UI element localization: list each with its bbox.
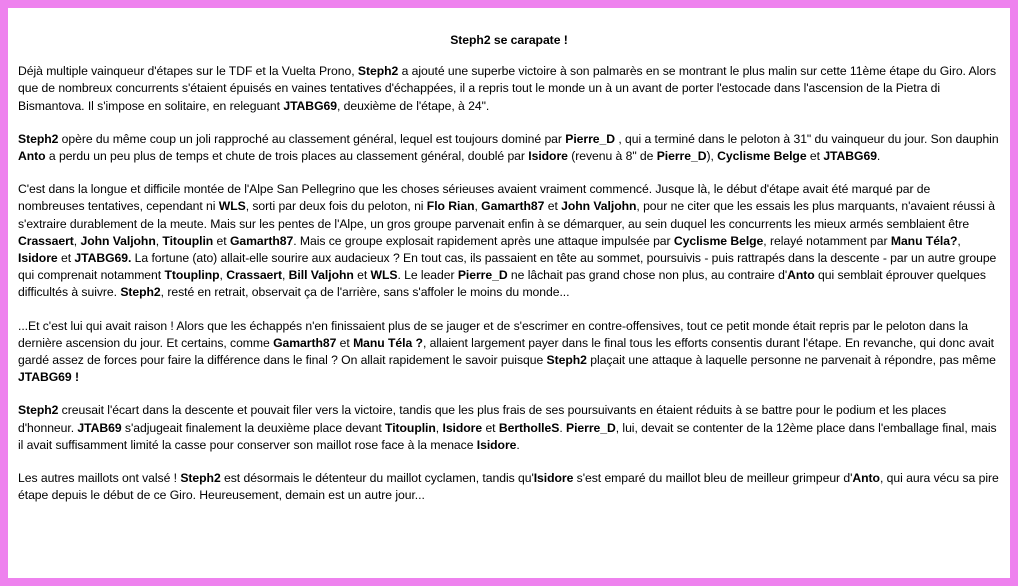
rider-name: Pierre_D bbox=[656, 149, 707, 164]
paragraph-text: . Le leader bbox=[397, 268, 458, 283]
paragraph-text: , bbox=[957, 233, 961, 248]
article-title: Steph2 se carapate ! bbox=[450, 33, 568, 47]
paragraph-text: qui semblait éprouver quelques difficultés à suivre. bbox=[18, 268, 986, 300]
rider-name: Ttouplinp bbox=[164, 268, 220, 283]
article-paragraph bbox=[18, 470, 1000, 504]
rider-name: Pierre_D bbox=[565, 131, 615, 146]
rider-name: WLS bbox=[218, 199, 246, 214]
article-paragraph bbox=[18, 181, 1000, 301]
rider-name: Steph2 bbox=[18, 131, 59, 146]
paragraph-text: , pour ne citer que les essais les plus marquants, n'avaient réussi à s'extraire durablement de la meute. Mais sur les pentes de l'Alpe, un gros groupe parvenait enfin à se démarquer, au sein duquel les concurrents les mieux armés semblaient être bbox=[18, 199, 995, 231]
paragraph-text: , bbox=[281, 268, 289, 283]
rider-name: Steph2 bbox=[180, 471, 221, 486]
rider-name: Crassaert bbox=[18, 233, 74, 248]
rider-name: Titouplin bbox=[162, 233, 214, 248]
paragraph-text: creusait l'écart dans la descente et pouvait filer vers la victoire, tandis que les plus frais de ses poursuivants en étaient réduits à se battre pour le podium et les places d'honneur. bbox=[18, 403, 947, 435]
article-paragraphs bbox=[18, 63, 1000, 504]
paragraph-text: Déjà multiple vainqueur d'étapes sur le TDF et la Vuelta Prono, bbox=[18, 64, 358, 79]
rider-name: Bill Valjohn bbox=[288, 268, 354, 283]
rider-name: Anto bbox=[787, 268, 815, 283]
rider-name: BertholleS bbox=[498, 420, 560, 435]
rider-name: Isidore bbox=[533, 471, 574, 486]
article-paragraph bbox=[18, 63, 1000, 115]
paragraph-text: et bbox=[482, 420, 499, 435]
rider-name: WLS bbox=[370, 268, 398, 283]
rider-name: Isidore bbox=[528, 149, 568, 164]
paragraph-text: , bbox=[474, 199, 482, 214]
paragraph-text: et bbox=[57, 251, 75, 266]
paragraph-text: , resté en retrait, observait ça de l'arrière, sans s'affoler le moins du monde... bbox=[160, 285, 570, 300]
rider-name: Gamarth87 bbox=[273, 335, 337, 350]
paragraph-text: et bbox=[353, 268, 371, 283]
rider-name: JTABG69 bbox=[283, 98, 337, 113]
rider-name: Titouplin bbox=[385, 420, 436, 435]
article-paragraph bbox=[18, 131, 1000, 165]
rider-name: Pierre_D bbox=[566, 420, 616, 435]
paragraph-text: et bbox=[544, 199, 562, 214]
paragraph-text: opère du même coup un joli rapproché au classement général, lequel est toujours dominé par bbox=[58, 131, 566, 146]
paragraph-text: . bbox=[876, 149, 881, 164]
paragraph-text: , bbox=[155, 233, 163, 248]
rider-name: Isidore bbox=[442, 420, 483, 435]
paragraph-text: ne lâchait pas grand chose non plus, au contraire d' bbox=[507, 268, 788, 283]
paragraph-text: ...Et c'est lui qui avait raison ! Alors que les échappés n'en finissaient plus de se jauger et de s'escrimer en contre-offensives, tout ce petit monde était repris par le peloton dans la dernière ascension du jour. Et certains, comme bbox=[18, 318, 968, 350]
paragraph-text: plaçait une attaque à laquelle personne ne parvenait à répondre, pas même bbox=[586, 353, 996, 368]
paragraph-text: a perdu un peu plus de temps et chute de trois places au classement général, doublé par bbox=[45, 149, 529, 164]
paragraph-text: s'adjugeait finalement la deuxième place devant bbox=[121, 420, 386, 435]
paragraph-text: et bbox=[213, 233, 230, 248]
paragraph-text: , relayé notamment par bbox=[763, 233, 891, 248]
rider-name: Cyclisme Belge bbox=[717, 149, 807, 164]
paragraph-text: La fortune (ato) allait-elle sourire aux audacieux ? En tout cas, ils passaient en tête au sommet, poursuivis - puis rattrapés dans la descente - par un autre groupe qui comprenait notamment bbox=[18, 251, 997, 283]
rider-name: Steph2 bbox=[18, 403, 59, 418]
paragraph-text: , qui aura vécu sa pire étape depuis le début de ce Giro. Heureusement, demain est un autre jour... bbox=[18, 471, 999, 503]
rider-name: Steph2 bbox=[357, 64, 399, 79]
rider-name: Anto bbox=[18, 149, 46, 164]
rider-name: Steph2 bbox=[120, 285, 161, 300]
rider-name: JTAB69 bbox=[77, 420, 122, 435]
rider-name: Gamarth87 bbox=[229, 233, 294, 248]
paragraph-text: . Mais ce groupe explosait rapidement après une attaque impulsée par bbox=[293, 233, 674, 248]
paragraph-text: s'est emparé du maillot bleu de meilleur grimpeur d' bbox=[573, 471, 853, 486]
paragraph-text: , bbox=[435, 420, 443, 435]
rider-name: Crassaert bbox=[226, 268, 282, 283]
paragraph-text: et bbox=[336, 335, 354, 350]
paragraph-text: (revenu à 8" de bbox=[567, 149, 657, 164]
paragraph-text: , deuxième de l'étape, à 24". bbox=[336, 98, 490, 113]
rider-name: Gamarth87 bbox=[481, 199, 545, 214]
paragraph-text: , bbox=[219, 268, 227, 283]
paragraph-text: a ajouté une superbe victoire à son palmarès en se montrant le plus malin sur cette 11ème étape du Giro. Alors que de nombreux concurrents s'étaient épuisés en vaines tentatives d'échappées, il a repris tout le monde un à un avant de porter l'estocade dans l'ascension de la Pietra di Bismantova. Il s'impose en solitaire, en releguant bbox=[18, 64, 997, 113]
paragraph-text: ), bbox=[706, 149, 718, 164]
paragraph-text: , allaient largement payer dans le final tous les efforts consentis durant l'étape. En revanche, qui donc avait gardé assez de forces pour faire la différence dans le final ? On allait rapidement le savoir puisque bbox=[18, 335, 995, 368]
rider-name: Manu Téla? bbox=[890, 233, 958, 248]
rider-name: JTABG69 bbox=[823, 149, 877, 164]
rider-name: Manu Téla ? bbox=[353, 335, 423, 350]
paragraph-text: . bbox=[559, 420, 566, 435]
paragraph-text: , qui a terminé dans le peloton à 31" du vainqueur du jour. Son dauphin bbox=[615, 131, 999, 146]
paragraph-text: . bbox=[516, 437, 520, 452]
rider-name: Flo Rian bbox=[426, 199, 475, 214]
article-paragraph bbox=[18, 318, 1000, 387]
rider-name: Steph2 bbox=[546, 353, 587, 368]
rider-name: Isidore bbox=[476, 437, 517, 452]
rider-name: John Valjohn bbox=[561, 199, 637, 214]
paragraph-text: C'est dans la longue et difficile montée de l'Alpe San Pellegrino que les choses sérieuses avaient vraiment commencé. Jusque là, le début d'étape avait été marqué par de nombreuses tentatives, cependant ni bbox=[18, 182, 931, 214]
paragraph-text: , bbox=[73, 233, 81, 248]
article-body bbox=[18, 32, 1000, 520]
rider-name: JTABG69 ! bbox=[18, 370, 79, 385]
rider-name: Isidore bbox=[18, 251, 58, 266]
paragraph-text: est désormais le détenteur du maillot cyclamen, tandis qu' bbox=[220, 471, 534, 486]
rider-name: John Valjohn bbox=[80, 233, 156, 248]
rider-name: Cyclisme Belge bbox=[673, 233, 764, 248]
paragraph-text: et bbox=[806, 149, 824, 164]
rider-name: Anto bbox=[852, 471, 880, 486]
rider-name: JTABG69. bbox=[74, 251, 132, 266]
article-paragraph bbox=[18, 402, 1000, 454]
rider-name: Pierre_D bbox=[457, 268, 508, 283]
paragraph-text: , lui, devait se contenter de la 12ème place dans l'emballage final, mais il avait suffisamment limité la casse pour conserver son maillot rose face à la menace bbox=[18, 420, 997, 452]
paragraph-text: , sorti par deux fois du peloton, ni bbox=[245, 199, 427, 214]
paragraph-text: Les autres maillots ont valsé ! bbox=[18, 471, 181, 486]
